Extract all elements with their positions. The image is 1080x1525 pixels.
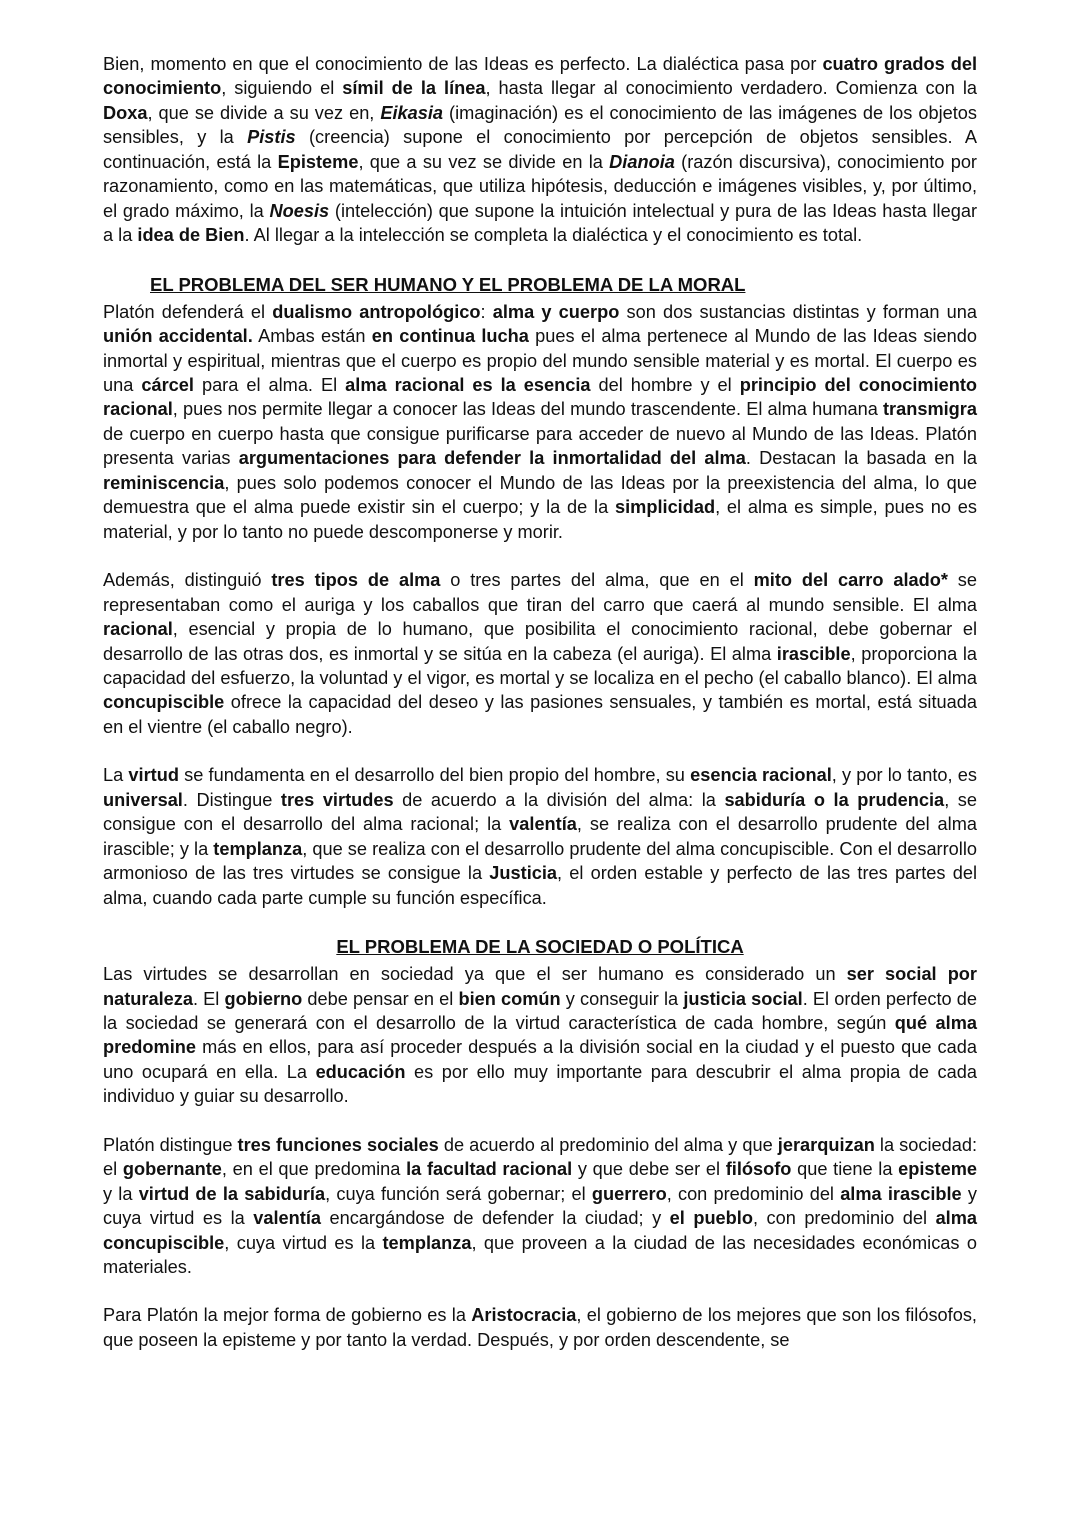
emphasized-text: gobierno [224,988,303,1009]
emphasized-text: jerarquizan [777,1134,875,1155]
emphasized-text: guerrero [591,1183,667,1204]
text-run: La [103,765,129,786]
text-run: y que debe ser el [572,1159,726,1180]
text-run: de acuerdo al predominio del alma y que [438,1134,778,1155]
text-run: se fundamenta en el desarrollo del bien propio del hombre, su [178,765,691,786]
emphasized-text: templanza [213,838,303,859]
emphasized-text: educación [315,1061,406,1082]
text-run: Para Platón la mejor forma de gobierno es la [103,1305,472,1326]
text-run: la sociedad: el [103,1134,977,1180]
paragraph-aristocracia [103,1303,977,1352]
emphasized-text: Eikasia [380,102,444,123]
text-run: . El [192,988,225,1009]
text-run: y la [103,1183,139,1204]
text-run: , proporciona la capacidad del esfuerzo, la voluntad y el vigor, es mortal y se localiza en el pecho (el caballo blanco). El alma [103,643,977,688]
emphasized-text: reminiscencia [103,472,225,493]
text-run: encargándose de defender la ciudad; y [320,1208,670,1229]
emphasized-text: valentía [253,1208,321,1229]
emphasized-text: valentía [509,814,577,835]
text-run: (intelección) que supone la intuición intelectual y pura de las Ideas hasta llegar a la [103,200,978,246]
text-run: , que se divide a su vez en, [147,102,381,123]
emphasized-text: la facultad racional [406,1159,573,1180]
emphasized-text: dualismo antropológico [272,301,481,322]
text-run: pues el alma pertenece al Mundo de las Ideas siendo inmortal y espiritual, mientras que el cuerpo es propio del mundo sensible material y es mortal. El cuerpo es una [103,326,977,395]
text-run: , con predominio del [666,1183,841,1204]
text-run: debe pensar en el [302,988,459,1009]
text-run: (razón discursiva), conocimiento por razonamiento, como en las matemáticas, que utiliza hipótesis, deducción e imágenes visibles, y, por último, el grado máximo, la [103,151,977,221]
emphasized-text: episteme [898,1159,977,1180]
emphasized-text: gobernante [122,1159,222,1180]
text-run: , con predominio del [752,1208,936,1229]
emphasized-text: Dianoia [609,151,675,172]
text-run: del hombre y el [590,374,740,395]
emphasized-text: Doxa [103,102,148,123]
text-run: Bien, momento en que el conocimiento de las Ideas es perfecto. La dialéctica pasa por [103,54,823,74]
emphasized-text: virtud [128,765,179,786]
text-run: , esencial y propia de lo humano, que posibilita el conocimiento racional, debe gobernar el desarrollo de las otras dos, es inmortal y se sitúa en la cabeza (el auriga). El alma [103,619,977,664]
text-run: Platón distingue [103,1134,238,1155]
text-run: para el alma. El [193,374,346,395]
emphasized-text: en continua lucha [371,326,529,347]
emphasized-text: Pistis [247,127,296,148]
emphasized-text: tres funciones sociales [237,1134,439,1155]
text-run: , y por lo tanto, es [831,765,977,786]
text-run: , el gobierno de los mejores que son los filósofos, que poseen la episteme y por tanto la verdad. Después, y por orden descendente, se [103,1305,977,1350]
text-run: , cuya virtud es la [224,1232,383,1253]
emphasized-text: transmigra [882,399,977,420]
heading-moral: EL PROBLEMA DEL SER HUMANO Y EL PROBLEMA DE LA MORAL [150,273,746,295]
emphasized-text: Aristocracia [471,1305,577,1326]
emphasized-text: racional [103,619,173,640]
text-run: Además, distinguió [103,570,272,591]
text-run: de cuerpo en cuerpo hasta que consigue purificarse para acceder de nuevo al Mundo de las Ideas. Platón presenta varias [103,423,977,469]
text-run: , hasta llegar al conocimiento verdadero. Comienza con la [485,78,977,99]
text-run: es por ello muy importante para descubrir el alma propia de cada individuo y guiar su desarrollo. [103,1061,977,1107]
text-run: y cuya virtud es la [103,1183,977,1229]
paragraph-virtud [103,763,977,910]
text-run: y conseguir la [560,988,684,1009]
emphasized-text: el pueblo [669,1208,753,1229]
emphasized-text: símil de la línea [342,78,486,99]
text-run: , el orden estable y perfecto de las tres partes del alma, cuando cada parte cumple su función específica. [103,863,977,908]
text-run: que tiene la [791,1159,899,1180]
text-run: , se consigue con el desarrollo del alma racional; la [103,789,978,835]
emphasized-text: Justicia [489,863,558,884]
text-run: , que a su vez se divide en la [358,151,610,172]
emphasized-text: alma y cuerpo [492,301,620,322]
emphasized-text: bien común [458,988,561,1009]
text-run: . Distingue [182,789,281,810]
emphasized-text: filósofo [725,1159,792,1180]
emphasized-text: ser social por naturaleza [103,964,977,1009]
text-run: Las virtudes se desarrollan en sociedad ya que el ser humano es considerado un [103,964,847,985]
text-run: Ambas están [252,326,372,347]
text-run: , en el que predomina [221,1159,407,1180]
text-run: (creencia) supone el conocimiento por percepción de objetos sensibles. A continuación, está la [103,127,977,172]
emphasized-text: irascible [776,643,851,664]
text-run: de acuerdo a la división del alma: la [393,789,725,810]
paragraph-sociedad [103,962,977,1109]
emphasized-text: principio del conocimiento racional [103,374,978,420]
emphasized-text: templanza [382,1232,472,1253]
text-run: ofrece la capacidad del deseo y las pasiones sensuales, y también es mortal, está situada en el vientre (el caballo negro). [103,692,977,737]
emphasized-text: justicia social [683,988,803,1009]
emphasized-text: cuatro grados del conocimiento [103,54,978,99]
text-run: , que proveen a la ciudad de las necesidades económicas o materiales. [103,1232,977,1278]
text-run: , siguiendo el [221,78,343,99]
text-run: Platón defenderá el [103,301,273,322]
emphasized-text: virtud de la sabiduría [138,1183,326,1204]
emphasized-text: Noesis [269,200,330,221]
paragraph-tipos-alma [103,568,977,739]
emphasized-text: sabiduría o la prudencia [724,789,945,810]
emphasized-text: qué alma predomine [103,1012,978,1058]
emphasized-text: Episteme [277,151,359,172]
heading-politica: EL PROBLEMA DE LA SOCIEDAD O POLÍTICA [336,936,744,958]
text-run: . Destacan la basada en la [745,448,977,469]
emphasized-text: universal [103,789,183,810]
document-page [103,52,977,1352]
paragraph-dualismo [103,300,977,545]
emphasized-text: mito del carro alado* [753,570,948,591]
text-run: , que se realiza con el desarrollo prudente del alma concupiscible. Con el desarrollo armonioso de las tres virtudes se consigue la [103,838,977,884]
emphasized-text: tres virtudes [280,789,394,810]
paragraph-dialectica [103,52,977,248]
text-run: , se realiza con el desarrollo prudente del alma irascible; y la [103,814,977,859]
emphasized-text: cárcel [141,374,194,395]
emphasized-text: simplicidad [615,497,716,518]
text-run: o tres partes del alma, que en el [440,570,754,591]
text-run: , pues solo podemos conocer el Mundo de las Ideas por la preexistencia del alma, lo que demuestra que el alma puede existir sin el cuerpo; y la de la [103,472,977,518]
emphasized-text: alma concupiscible [103,1208,978,1253]
emphasized-text: idea de Bien [137,225,245,246]
text-run: . Al llegar a la intelección se completa la dialéctica y el conocimiento es total. [244,225,863,246]
text-run: se representaban como el auriga y los caballos que tiran del carro que caerá al mundo sensible. El alma [103,570,978,615]
emphasized-text: argumentaciones para defender la inmortalidad del alma [238,448,746,469]
text-run: , cuya función será gobernar; el [325,1183,592,1204]
text-run: (imaginación) es el conocimiento de las imágenes de los objetos sensibles, y la [103,102,977,148]
text-run: más en ellos, para así proceder después a la división social en la ciudad y el puesto que cada uno ocupará en ella. La [103,1037,977,1082]
emphasized-text: tres tipos de alma [271,570,441,591]
text-run: , el alma es simple, pues no es material, y por lo tanto no puede descomponerse y morir. [103,497,977,542]
emphasized-text: unión accidental. [103,326,253,347]
emphasized-text: alma racional es la esencia [345,374,591,395]
emphasized-text: alma irascible [840,1183,962,1204]
emphasized-text: esencia racional [690,765,832,786]
paragraph-funciones-sociales [103,1133,977,1280]
text-run: . El orden perfecto de la sociedad se generará con el desarrollo de la virtud característica de cada hombre, según [103,988,977,1033]
text-run: : [480,301,493,322]
emphasized-text: concupiscible [103,692,225,713]
text-run: , pues nos permite llegar a conocer las Ideas del mundo trascendente. El alma humana [172,399,883,420]
text-run: son dos sustancias distintas y forman una [619,301,977,322]
